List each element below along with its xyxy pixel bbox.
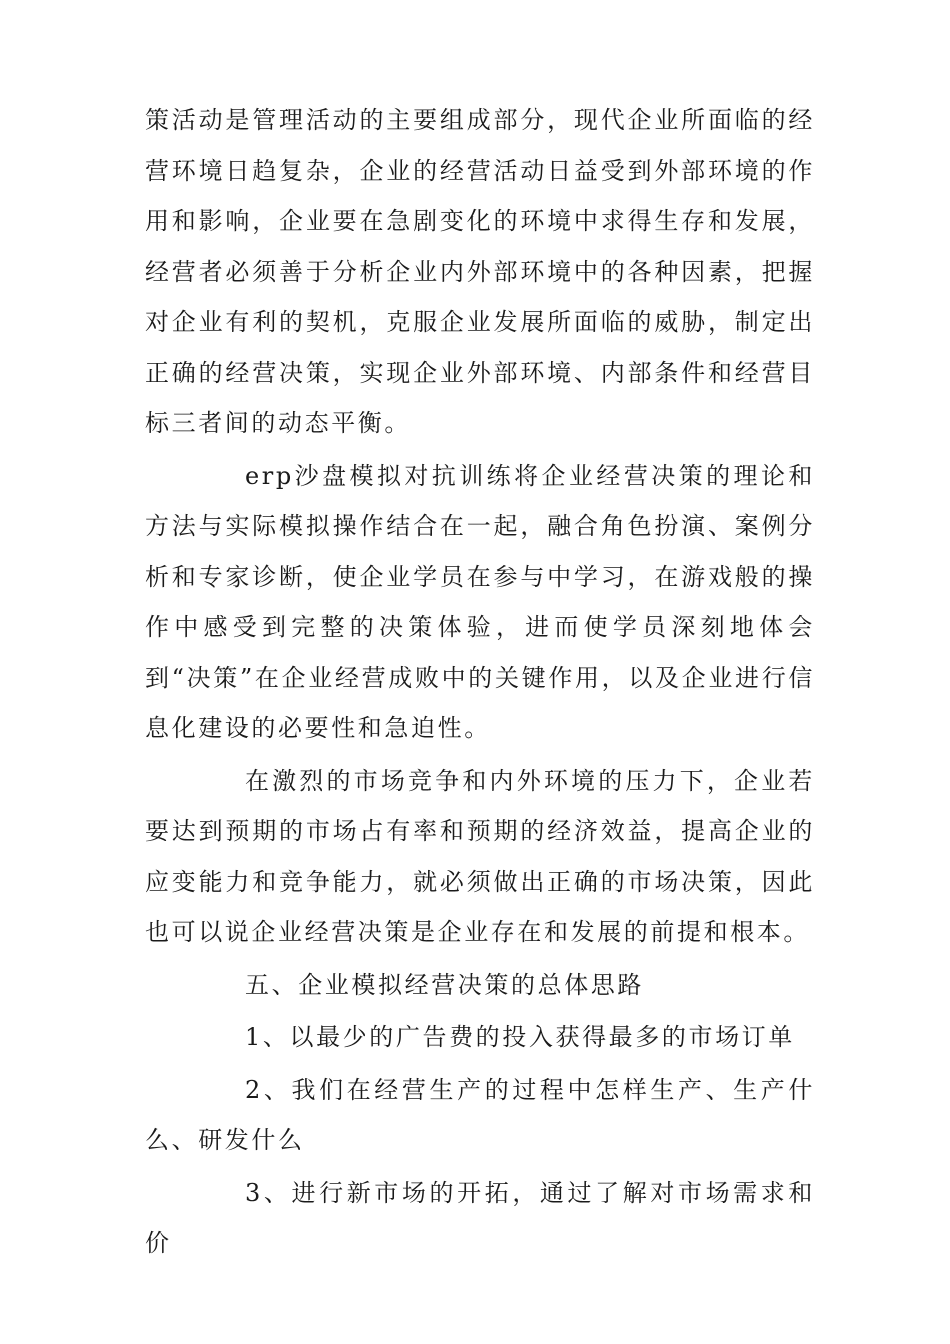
list-item-2: 2、我们在经营生产的过程中怎样生产、生产什么、研发什么 bbox=[145, 1075, 815, 1154]
section-heading-overall-approach: 五、企业模拟经营决策的总体思路 bbox=[245, 970, 644, 999]
list-item-1: 1、以最少的广告费的投入获得最多的市场订单 bbox=[245, 1023, 795, 1051]
paragraph-market-competition: 在激烈的市场竞争和内外环境的压力下，企业若要达到预期的市场占有率和预期的经济效益，提高企业的应变能力和竞争能力，就必须做出正确的市场决策，因此也可以说企业经营决策是企业存在和发展的前提和根本。 bbox=[145, 766, 815, 946]
list-item-3: 3、进行新市场的开拓，通过了解对市场需求和价 bbox=[145, 1178, 815, 1257]
paragraph-erp-sandbox: erp沙盘模拟对抗训练将企业经营决策的理论和方法与实际模拟操作结合在一起，融合角色扮演、案例分析和专家诊断，使企业学员在参与中学习，在游戏般的操作中感受到完整的决策体验，进而使学员深刻地体会到“决策”在企业经营成败中的关键作用，以及企业进行信息化建设的必要性和急迫性。 bbox=[145, 461, 815, 742]
paragraph-decision-environment: 策活动是管理活动的主要组成部分，现代企业所面临的经营环境日趋复杂，企业的经营活动日益受到外部环境的作用和影响，企业要在急剧变化的环境中求得生存和发展，经营者必须善于分析企业内外部环境中的各种因素，把握对企业有利的契机，克服企业发展所面临的威胁，制定出正确的经营决策，实现企业外部环境、内部条件和经营目标三者间的动态平衡。 bbox=[145, 106, 815, 437]
document-body bbox=[145, 95, 815, 1271]
